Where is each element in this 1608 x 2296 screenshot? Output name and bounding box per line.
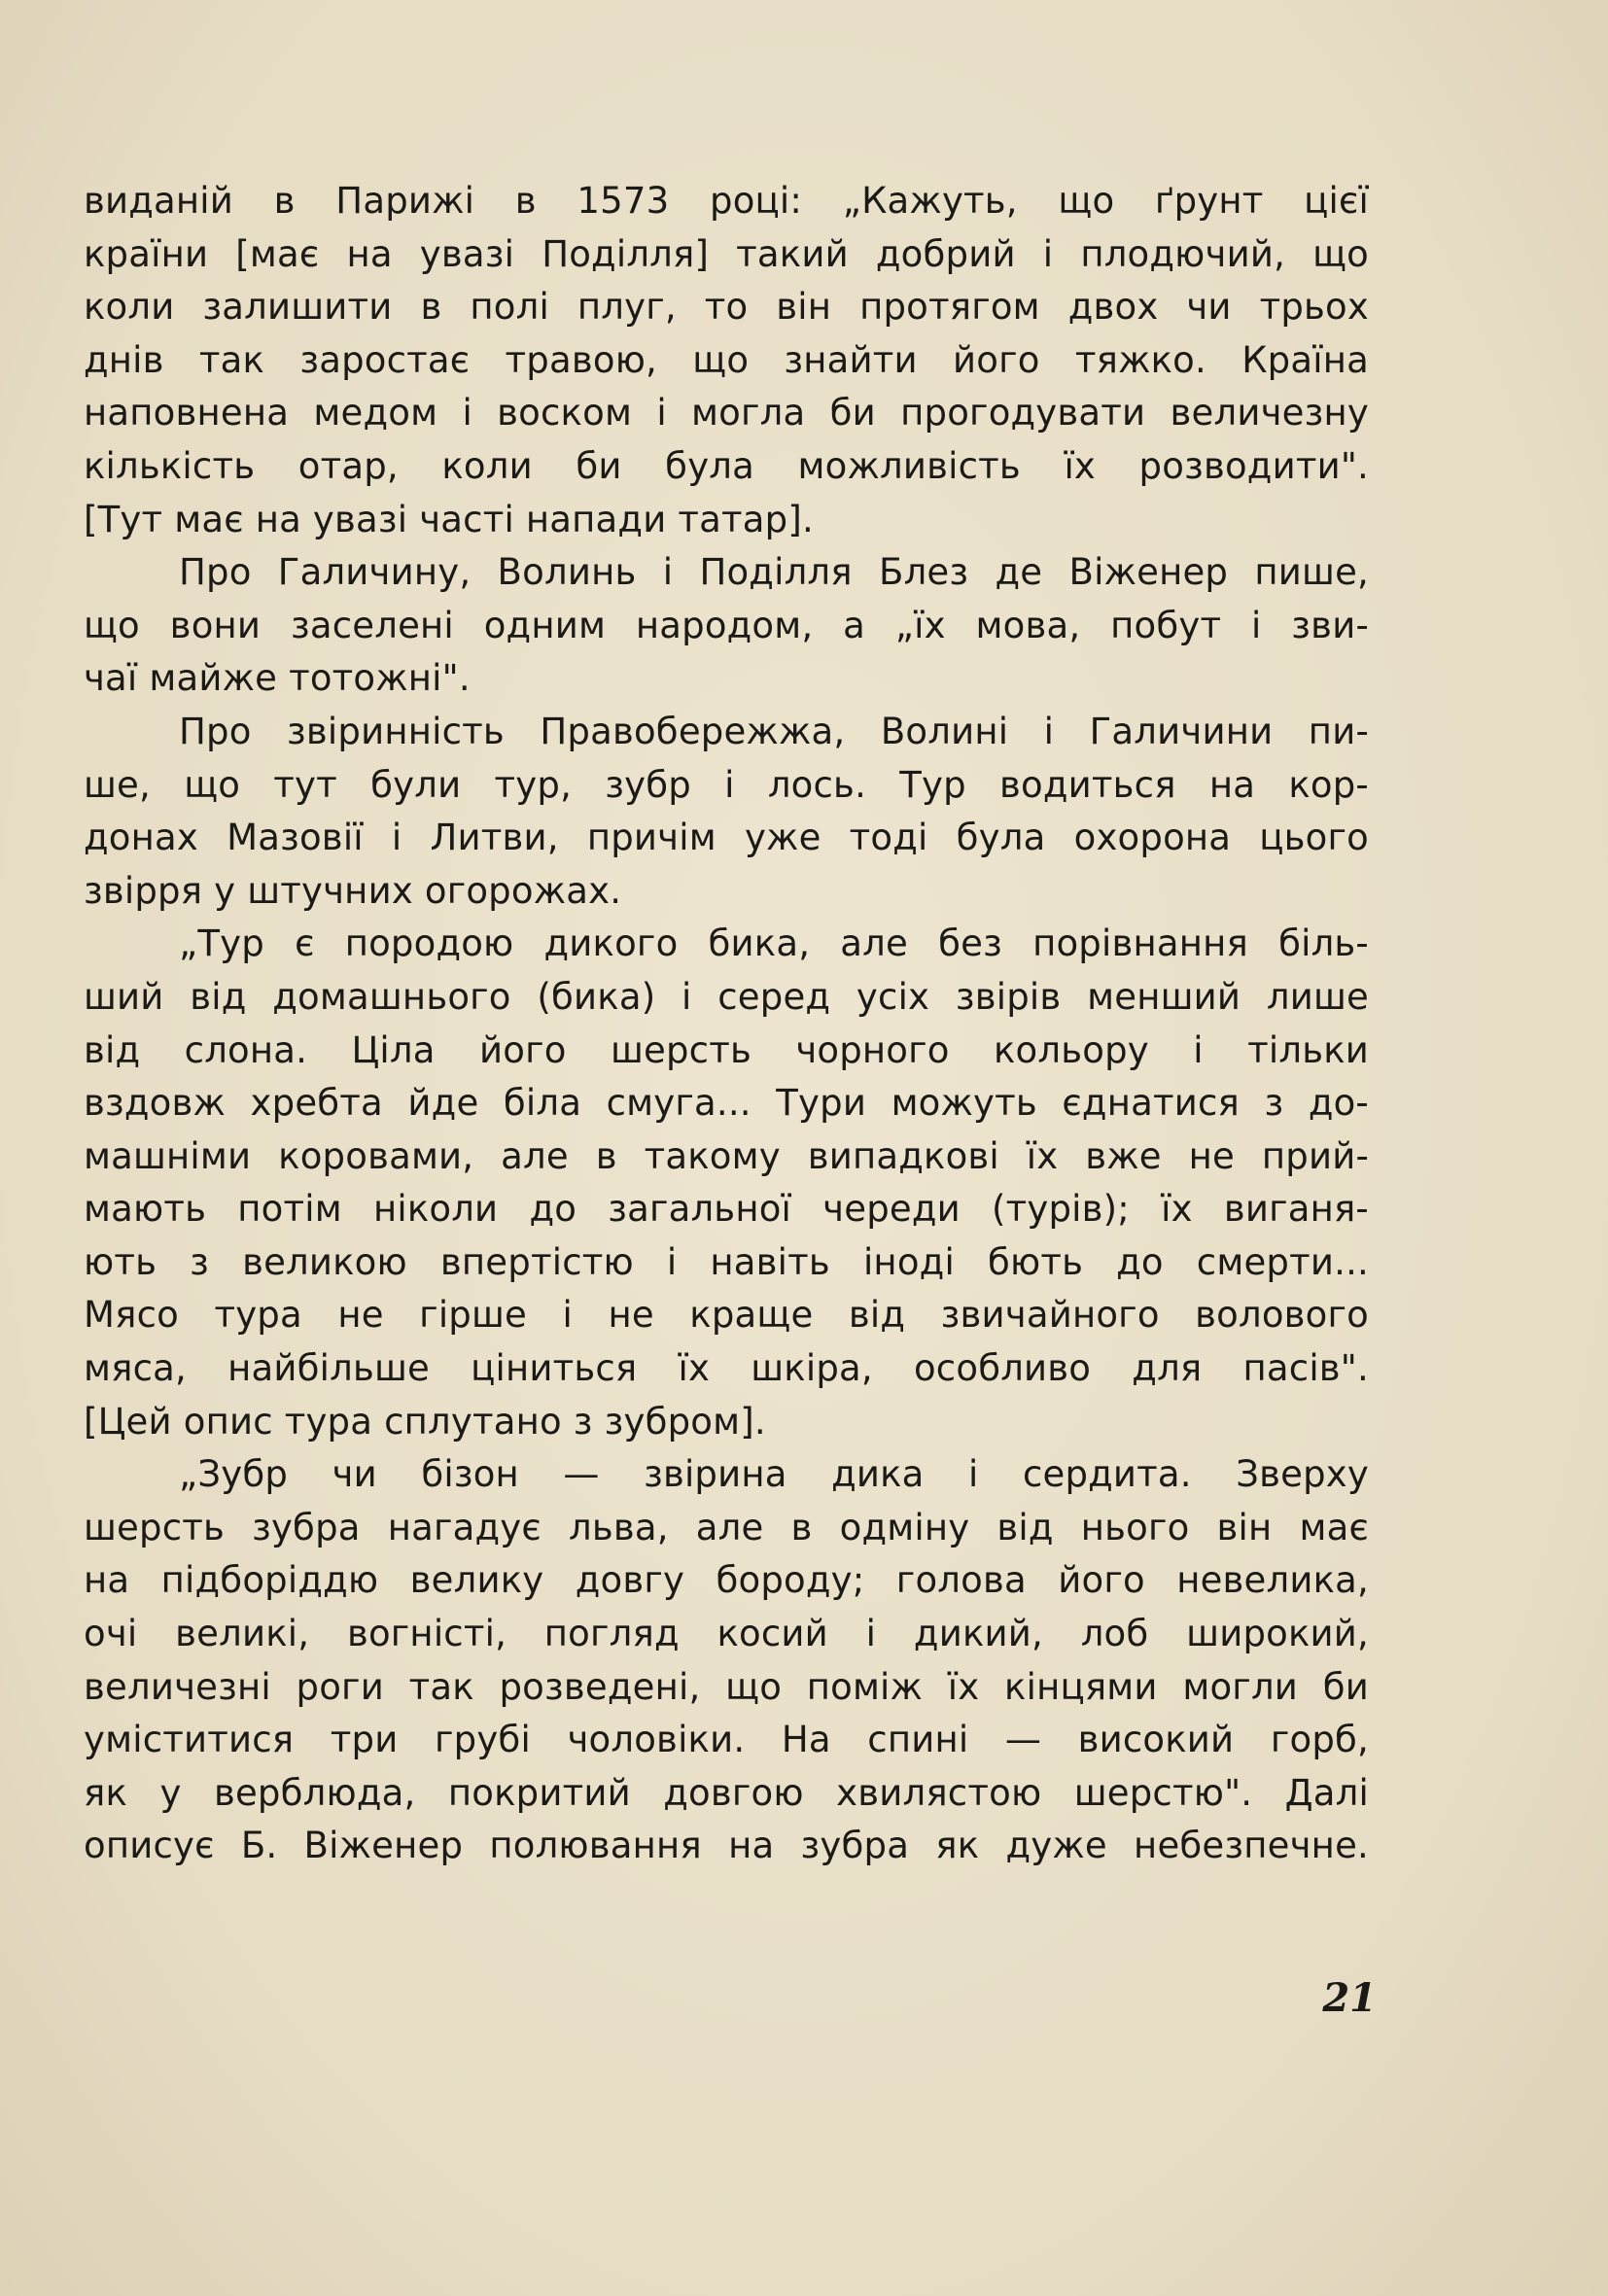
text-line: чаї майже тотожні". <box>84 657 471 700</box>
text-line: ше, що тут були тур, зубр і лось. Тур водиться на кор- <box>84 763 1369 806</box>
text-line: очі великі, вогністі, погляд косий і дикий, лоб широкий, <box>84 1613 1369 1655</box>
text-line: ший від домашнього (бика) і серед усіх звірів менший лише <box>84 975 1369 1018</box>
text-line: коли залишити в полі плуг, то він протягом двох чи трьох <box>84 286 1369 329</box>
text-line: що вони заселені одним народом, а „їх мова, побут і зви- <box>84 604 1369 646</box>
text-line: [Тут має на увазі часті напади татар]. <box>84 498 814 540</box>
page-number: 21 <box>1322 1975 1377 2021</box>
text-line: країни [має на увазі Поділля] такий добрий і плодючий, що <box>84 232 1369 275</box>
text-line: мають потім ніколи до загальної череди (турів); їх виганя- <box>84 1188 1369 1231</box>
text-line: ють з великою впертістю і навіть іноді бють до смерти... <box>84 1240 1369 1283</box>
text-line: шерсть зубра нагадує льва, але в одміну від нього він має <box>84 1506 1369 1548</box>
text-line: наповнена медом і воском і могла би прогодувати величезну <box>84 392 1369 435</box>
text-line: описує Б. Віженер полювання на зубра як дуже небезпечне. <box>84 1825 1369 1867</box>
text-line: уміститися три грубі чоловіки. На спині — високий горб, <box>84 1719 1369 1761</box>
text-line: кількість отар, коли би була можливість їх розводити". <box>84 444 1369 487</box>
text-line: на підборіддю велику довгу бороду; голова його невелика, <box>84 1559 1369 1602</box>
text-line: мяса, найбільше ціниться їх шкіра, особливо для пасів". <box>84 1347 1369 1390</box>
text-line: величезні роги так розведені, що поміж їх кінцями могли би <box>84 1665 1369 1708</box>
paragraph-first-line: Про Галичину, Волинь і Поділля Блез де Віженер пише, <box>179 551 1369 594</box>
body-text <box>84 175 1369 1873</box>
text-line: виданій в Парижі в 1573 році: „Кажуть, що ґрунт цієї <box>84 180 1369 222</box>
text-line: звірря у штучних огорожах. <box>84 869 622 912</box>
text-line: від слона. Ціла його шерсть чорного кольору і тільки <box>84 1028 1369 1071</box>
paragraph-first-line: „Зубр чи бізон — звірина дика і сердита. Зверху <box>179 1453 1369 1496</box>
paragraph-first-line: „Тур є породою дикого бика, але без порівнання біль- <box>179 922 1369 965</box>
text-line: днів так заростає травою, що знайти його тяжко. Країна <box>84 338 1369 381</box>
text-line: машніми коровами, але в такому випадкові їх вже не прий- <box>84 1134 1369 1177</box>
text-line: донах Мазовії і Литви, причім уже тоді була охорона цього <box>84 817 1369 859</box>
text-line: [Цей опис тура сплутано з зубром]. <box>84 1400 766 1443</box>
paragraph-first-line: Про звіринність Правобережжа, Волині і Галичини пи- <box>179 710 1369 752</box>
text-line: як у верблюда, покритий довгою хвилястою шерстю". Далі <box>84 1771 1369 1814</box>
text-line: Мясо тура не гірше і не краще від звичайного волового <box>84 1294 1369 1337</box>
text-line: вздовж хребта йде біла смуга... Тури можуть єднатися з до- <box>84 1082 1369 1125</box>
